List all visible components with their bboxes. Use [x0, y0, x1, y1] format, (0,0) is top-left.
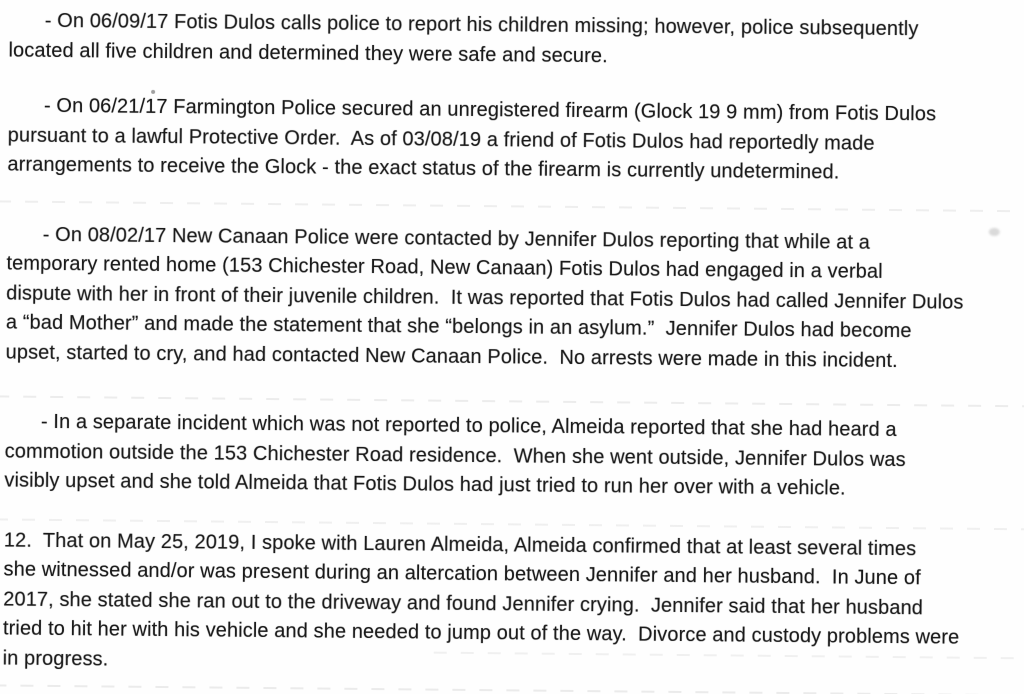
text-line: tried to hit her with his vehicle and she needed to jump out of the way. Divorce and custody problems were	[2, 617, 960, 649]
text-line: dispute with her in front of their juvenile children. It was reported that Fotis Dulos had called Jennifer Dulos	[6, 281, 964, 314]
scan-noise-streak	[0, 200, 1024, 212]
text-line: arrangements to receive the Glock - the exact status of the firearm is currently undetermined.	[7, 153, 840, 184]
text-line: - In a separate incident which was not reported to police, Almeida reported that she had heard a	[40, 410, 897, 442]
text-line: - On 08/02/17 New Canaan Police were contacted by Jennifer Dulos reporting that while at a	[42, 223, 871, 254]
text-line: upset, started to cry, and had contacted New Canaan Police. No arrests were made in this incident.	[5, 340, 898, 372]
text-line: temporary rented home (153 Chichester Road, New Canaan) Fotis Dulos had engaged in a verbal	[6, 252, 883, 283]
text-line: - On 06/21/17 Farmington Police secured an unregistered firearm (Glock 19 9 mm) from Fotis Dulos	[43, 94, 937, 126]
paragraph-12-almeida-statement	[0, 526, 1019, 683]
text-line: pursuant to a lawful Protective Order. As of 03/08/19 a friend of Fotis Dulos had reportedly made	[7, 124, 875, 155]
text-line: 12. That on May 25, 2019, I spoke with Lauren Almeida, Almeida confirmed that at least several times	[3, 528, 917, 560]
scan-noise-streak	[0, 684, 1023, 694]
text-line: - On 06/09/17 Fotis Dulos calls police to report his children missing; however, police subsequently	[44, 9, 919, 41]
paragraph-incident-not-reported	[0, 407, 1020, 505]
scan-speck	[151, 90, 155, 94]
text-line: commotion outside the 153 Chichester Road residence. When she went outside, Jennifer Dulos was	[4, 439, 906, 471]
paragraph-incident-verbal-dispute	[0, 220, 1022, 377]
text-line: visibly upset and she told Almeida that Fotis Dulos had just tried to run her over with a vehicle.	[4, 469, 846, 500]
scan-speck	[989, 228, 1000, 236]
scan-noise-streak	[0, 395, 1024, 407]
text-line: a “bad Mother” and made the statement that she “belongs in an asylum.” Jennifer Dulos had become	[5, 311, 912, 343]
paragraph-incident-firearm	[0, 91, 1023, 189]
text-line: located all five children and determined they were safe and secure.	[8, 39, 608, 67]
paragraph-incident-children-missing	[0, 6, 1024, 75]
text-line: 2017, she stated she ran out to the driveway and found Jennifer crying. Jennifer said that her husband	[3, 587, 924, 619]
text-line: she witnessed and/or was present during an altercation between Jennifer and her husband. In June of	[3, 558, 921, 590]
text-line: in progress.	[2, 646, 109, 670]
